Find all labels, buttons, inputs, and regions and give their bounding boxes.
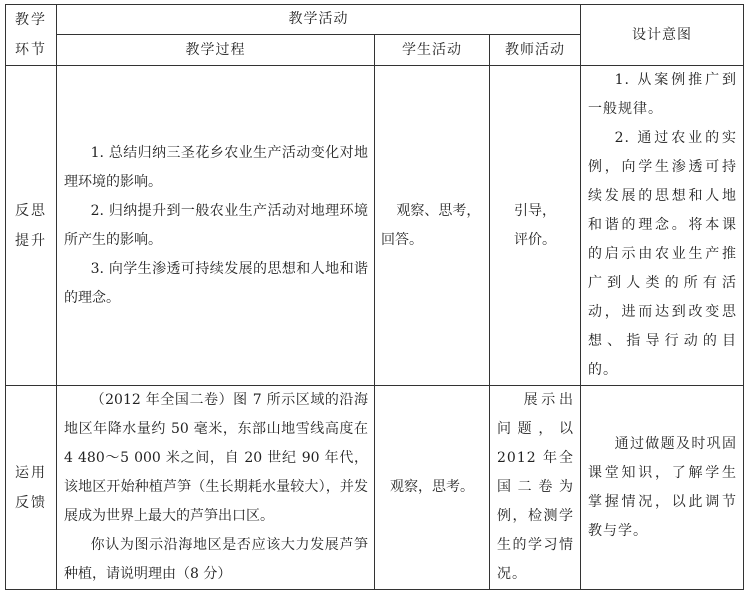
process-item: 2. 归纳提升到一般农业生产活动对地理环境所产生的影响。 — [64, 202, 368, 248]
row-process — [57, 386, 375, 590]
row-stage-line-2: 提升 — [15, 232, 47, 249]
header-activity: 教学活动 — [57, 5, 581, 35]
header-teacher: 教师活动 — [490, 35, 581, 66]
header-stage-line-1: 教学 — [15, 12, 47, 28]
intent-item: 2. 通过农业的实例，向学生渗透可持续发展的思想和人地和谐的理念。将本课的启示由农业生产推广到人类的所有活动，进而达到改变思想、指导行动的目的。 — [588, 130, 738, 378]
row-stage — [6, 386, 57, 590]
process-item: 1. 总结归纳三圣花乡农业生产活动变化对地理环境的影响。 — [64, 144, 368, 190]
process-item: （2012 年全国二卷）图 7 所示区域的沿海地区年降水量约 50 毫米，东部山地雪线高度在 4 480～5 000 米之间，自 20 世纪 90 年代，该地区开始种植芦笋（生长期耗水量较大），并发展成为世界上最大的芦笋出口区。 — [64, 392, 368, 524]
header-student: 学生活动 — [375, 35, 490, 66]
row-teacher: 展示出问题，以 2012 年全国二卷为例，检测学生的学习情况。 — [490, 386, 581, 590]
process-item: 3. 向学生渗透可持续发展的思想和人地和谐的理念。 — [64, 260, 368, 306]
intent-item: 1. 从案例推广到一般规律。 — [588, 72, 738, 117]
header-stage — [6, 5, 57, 66]
row-stage-line-1: 运用 — [15, 464, 47, 481]
row-process — [57, 66, 375, 386]
row-student: 观察、思考，回答。 — [375, 66, 490, 386]
row-teacher: 引导， 评价。 — [490, 66, 581, 386]
row-stage — [6, 66, 57, 386]
row-student: 观察，思考。 — [375, 386, 490, 590]
lesson-plan-table — [5, 4, 743, 582]
table-row — [6, 386, 744, 590]
row-intent — [581, 66, 744, 386]
header-stage-line-2: 环节 — [15, 42, 47, 58]
row-intent: 通过做题及时巩固课堂知识，了解学生掌握情况，以此调节教与学。 — [581, 386, 744, 590]
header-process: 教学过程 — [57, 35, 375, 66]
row-stage-line-2: 反馈 — [15, 494, 47, 511]
table-row — [6, 66, 744, 386]
process-item: 你认为图示沿海地区是否应该大力发展芦笋种植，请说明理由（8 分） — [64, 537, 368, 582]
row-stage-line-1: 反思 — [15, 202, 47, 219]
header-intent: 设计意图 — [581, 5, 744, 66]
